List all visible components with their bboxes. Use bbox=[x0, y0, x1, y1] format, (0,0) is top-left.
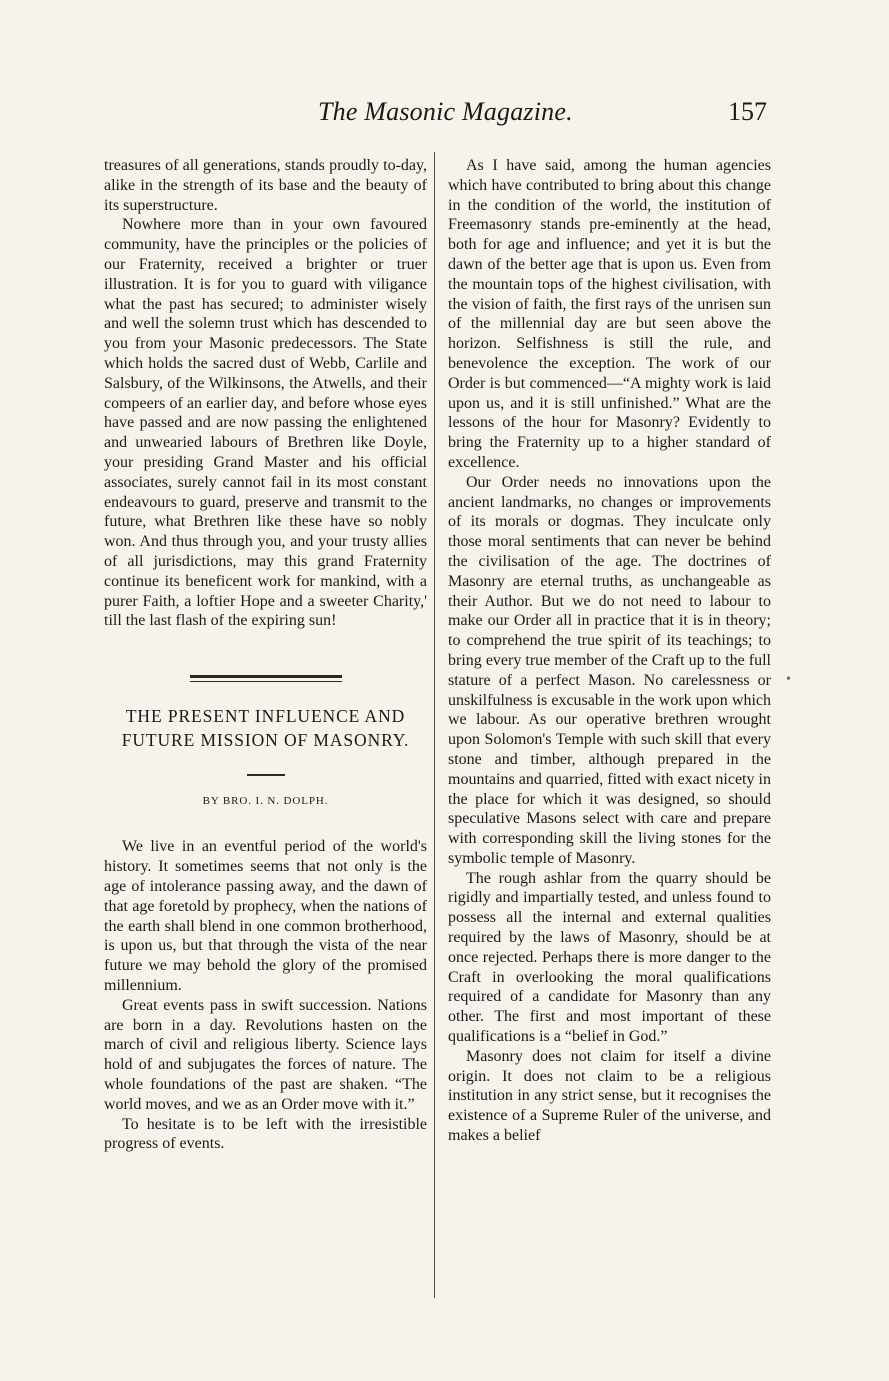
article-paragraph: As I have said, among the human agencies which have contributed to bring about this change in the condition of the world, the institution of Freemasonry stands pre-eminently at the head, both for age and influence; and yet it is but the dawn of the better age that is upon us. Even from the mountain tops of the highest civilisation, with the vision of faith, the first rays of the unrisen sun of the millennial day are but seen above the horizon. Selfishness is still the rule, and benevolence the exception. The work of our Order is but commenced—“A mighty work is laid upon us, and it is still unfinished.” What are the lessons of the hour for Masonry? Evidently to bring the Fraternity up to a higher standard of excellence. bbox=[448, 157, 771, 471]
article-paragraph: Our Order needs no innovations upon the ancient landmarks, no changes or improvements of its morals or dogmas. They inculcate only those moral sentiments that can never be behind the civilisation of the age. The doctrines of Masonry are eternal truths, as unchangeable as their Author. But we do not need to labour to make our Order all in practice that it is in theory; to comprehend the true spirit of its teachings; to bring every true member of the Craft up to the full stature of a perfect Mason. No carelessness or unskilfulness is excusable in the work upon which we labour. As our operative brethren wrought upon Solomon's Temple with such skill that every stone and timber, although prepared in the mountains and quarried, fitted with exact nicety in the place for which it was designed, so should speculative Masons select with care and prepare with corresponding skill the living stones for the symbolic temple of Masonry. bbox=[448, 473, 771, 867]
right-column bbox=[448, 156, 771, 1146]
article-paragraph: To hesitate is to be left with the irresistible progress of events. bbox=[104, 1115, 427, 1153]
margin-speck: • bbox=[786, 672, 791, 687]
article-title-line: THE PRESENT INFLUENCE AND bbox=[125, 706, 406, 727]
article-paragraph: We live in an eventful period of the world's history. It sometimes seems that not only is the age of intolerance passing away, and the dawn of that age foretold by prophecy, when the nations of the earth shall blend in one common brotherhood, is upon us, but that through the vista of the near future we may behold the glory of the promised millennium. bbox=[104, 838, 427, 994]
article-title-line: FUTURE MISSION OF MASONRY. bbox=[121, 730, 410, 751]
section-separator bbox=[190, 675, 342, 682]
article-paragraph: Great events pass in swift succession. Nations are born in a day. Revolutions hasten on the march of civil and religious liberty. Science lays hold of and subjugates the forces of nature. The whole foundations of the past are shaken. “The world moves, and we as an Order move with it.” bbox=[104, 996, 427, 1113]
page-number: 157 bbox=[728, 97, 767, 126]
article-title bbox=[104, 704, 427, 752]
byline: BY BRO. I. N. DOLPH. bbox=[202, 794, 329, 807]
title-rule bbox=[247, 774, 285, 776]
left-column bbox=[104, 156, 427, 1154]
body-paragraph: treasures of all generations, stands proudly to-day, alike in the strength of its base and the beauty of its superstructure. bbox=[104, 157, 427, 214]
article-paragraph: Masonry does not claim for itself a divine origin. It does not claim to be a religious institution in any strict sense, but it recognises the existence of a Supreme Ruler of the universe, and makes a belief bbox=[448, 1047, 771, 1145]
body-paragraph: Nowhere more than in your own favoured community, have the principles or the policies of our Fraternity, received a brighter or truer illustration. It is for you to guard with viligance what the past has secured; to administer wisely and well the solemn trust which has descended to you from your Masonic predecessors. The State which holds the sacred dust of Webb, Carlile and Salsbury, of the Wilkinsons, the Atwells, and their compeers of an earlier day, and before whose eyes have passed and are now passing the enlightened and unwearied labours of Brethren like Doyle, your presiding Grand Master and his official associates, surely cannot fail in its most constant endeavours to guard, preserve and transmit to the future, what Brethren like these have so nobly won. And thus through you, and your trusty allies of all jurisdictions, may this grand Fraternity continue its beneficent work for mankind, with a purer Faith, a loftier Hope and a sweeter Charity,' till the last flash of the expiring sun! bbox=[104, 216, 427, 630]
running-title: The Masonic Magazine. bbox=[318, 97, 573, 126]
article-paragraph: The rough ashlar from the quarry should be rigidly and impartially tested, and unless found to possess all the internal and external qualities required by the laws of Masonry, should be at once rejected. Perhaps there is more danger to the Craft in overlooking the moral qualifications required of a candidate for Masonry than any other. The first and most important of these qualifications is a “belief in God.” bbox=[448, 869, 771, 1046]
column-divider bbox=[434, 152, 435, 1298]
page-header bbox=[0, 97, 889, 131]
